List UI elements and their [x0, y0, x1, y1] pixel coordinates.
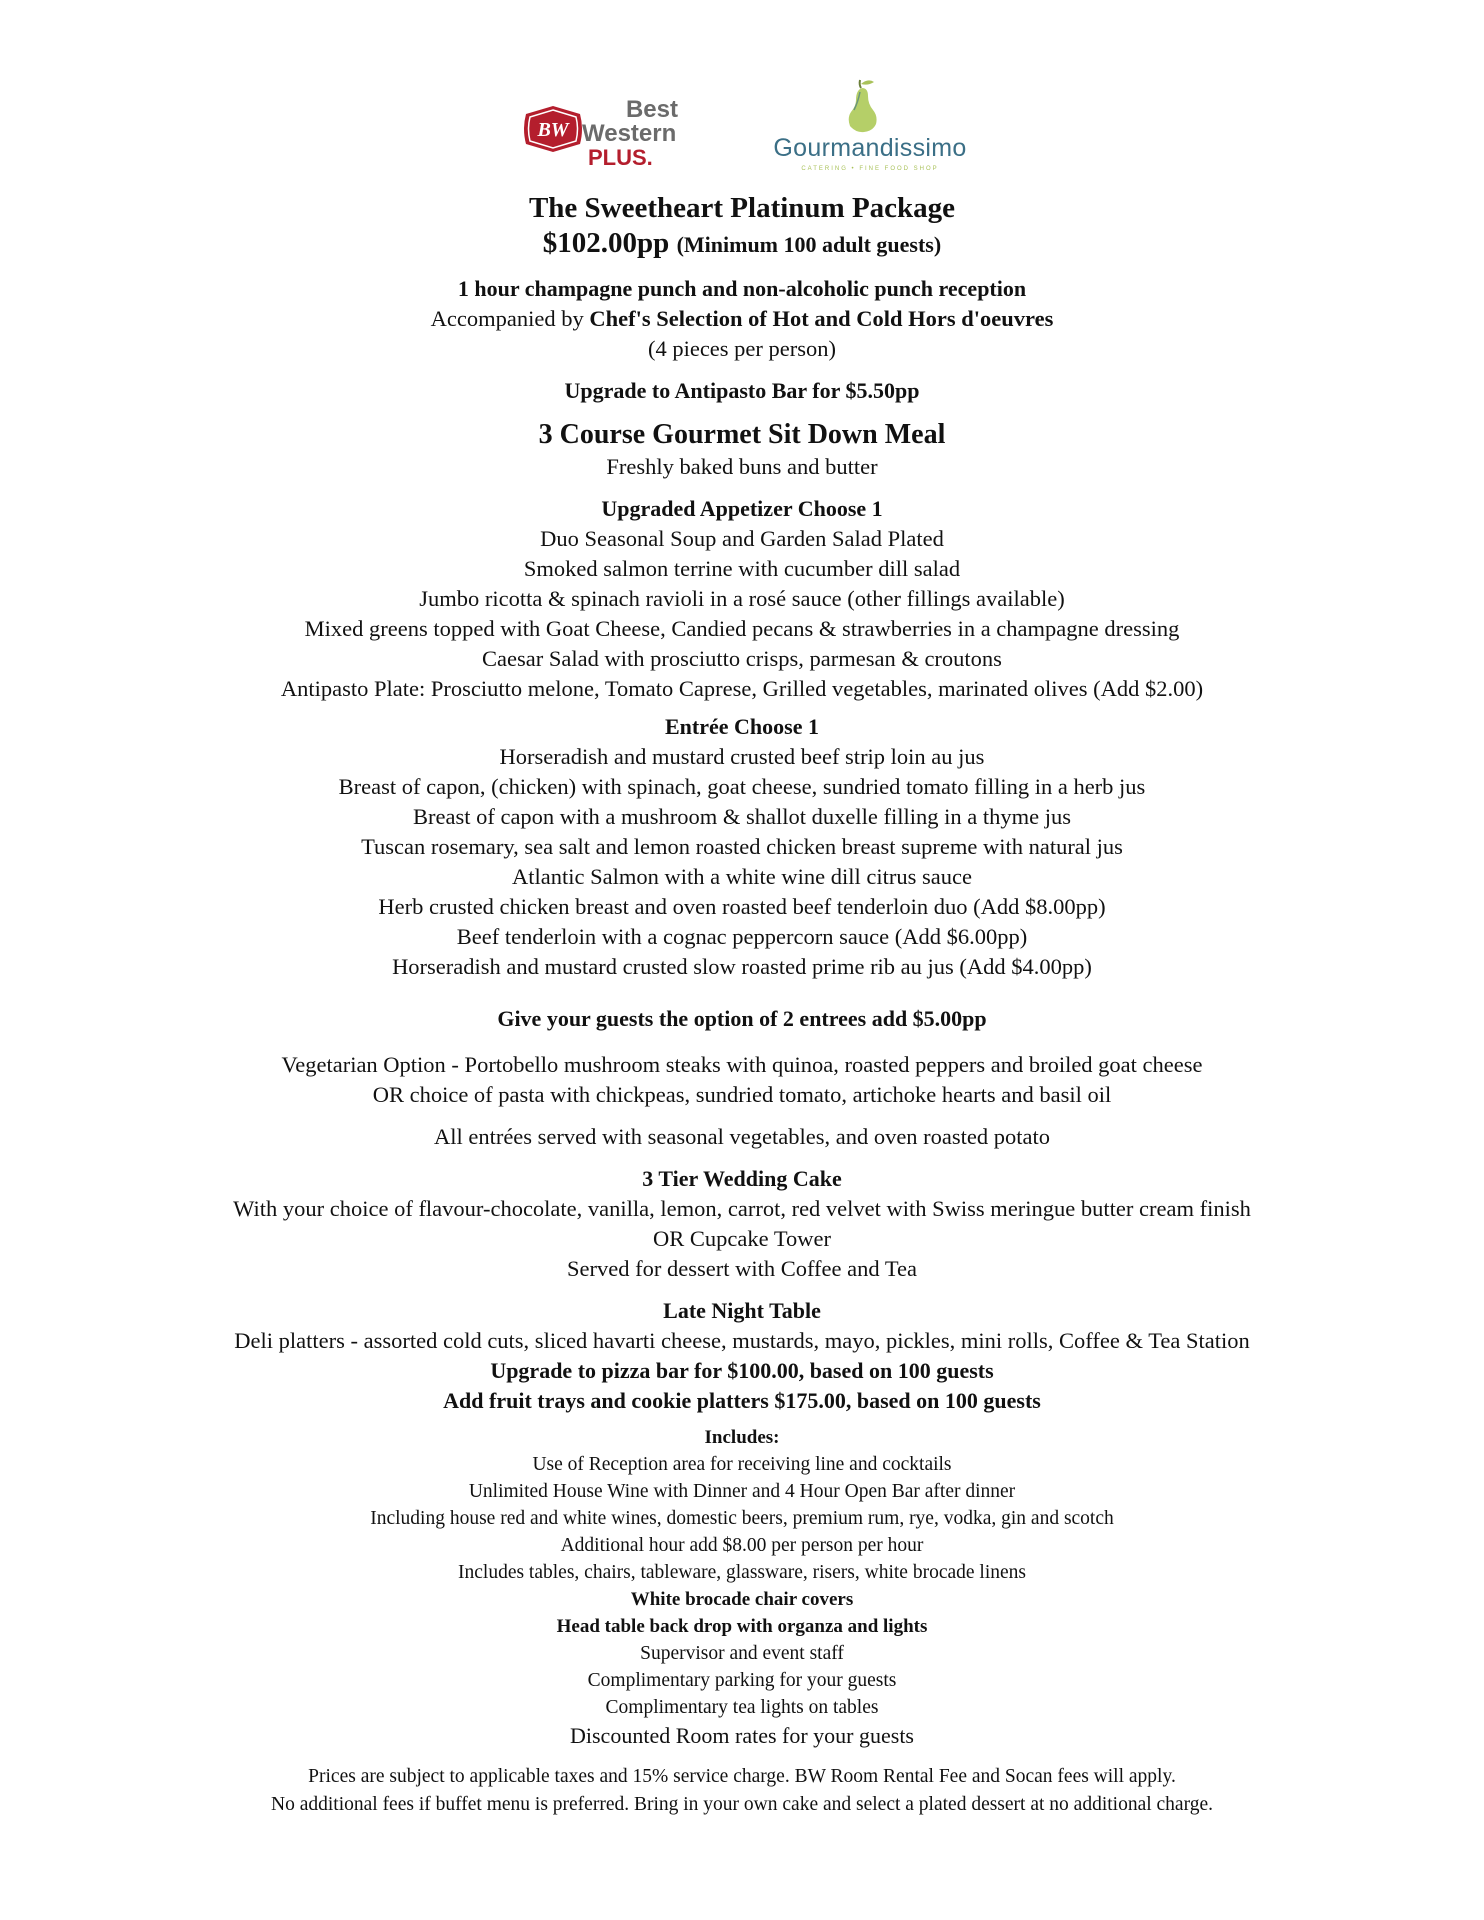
package-title: The Sweetheart Platinum Package: [528, 192, 956, 224]
appetizer-item: Smoked salmon terrine with cucumber dill salad: [523, 556, 961, 581]
includes-item: Use of Reception area for receiving line and cocktails: [532, 1454, 952, 1475]
footer-buffet: No additional fees if buffet menu is preferred. Bring in your own cake and select a plated dessert at no additional charge.: [271, 1794, 1213, 1815]
cake-dessert-service: Served for dessert with Coffee and Tea: [567, 1256, 917, 1281]
best-western-plus-logo: [522, 98, 682, 178]
includes-item: Including house red and white wines, domestic beers, premium rum, rye, vodka, gin and scotch: [370, 1508, 1114, 1529]
includes-item: Complimentary tea lights on tables: [605, 1697, 879, 1718]
cake-flavours: With your choice of flavour-chocolate, vanilla, lemon, carrot, red velvet with Swiss meringue butter cream finish: [233, 1196, 1251, 1221]
gourmandissimo-logo: [770, 76, 970, 176]
bw-word-best: Best: [625, 96, 678, 123]
meal-heading: 3 Course Gourmet Sit Down Meal: [538, 419, 946, 450]
footer-taxes: Prices are subject to applicable taxes and 15% service charge. BW Room Rental Fee and Socan fees will apply.: [308, 1766, 1176, 1787]
includes-heading: Includes:: [704, 1427, 780, 1448]
late-night-deli: Deli platters - assorted cold cuts, sliced havarti cheese, mustards, mayo, pickles, mini rolls, Coffee & Tea Station: [234, 1328, 1250, 1353]
late-night-heading: Late Night Table: [663, 1298, 821, 1323]
entree-item: Beef tenderloin with a cognac peppercorn sauce (Add $6.00pp): [456, 924, 1028, 949]
pear-icon: [838, 76, 888, 134]
package-price-line: [60, 226, 1424, 262]
cake-cupcake-tower: OR Cupcake Tower: [653, 1226, 831, 1251]
entree-item: Horseradish and mustard crusted slow roasted prime rib au jus (Add $4.00pp): [392, 954, 1092, 979]
includes-item: Unlimited House Wine with Dinner and 4 Hour Open Bar after dinner: [468, 1481, 1016, 1502]
package-price: $102.00pp: [542, 227, 670, 259]
appetizer-item: Caesar Salad with prosciutto crisps, parmesan & croutons: [482, 646, 1002, 671]
pizza-upgrade: Upgrade to pizza bar for $100.00, based on 100 guests: [490, 1358, 994, 1383]
reception-pieces: (4 pieces per person): [647, 336, 837, 361]
entree-heading: Entrée Choose 1: [665, 714, 819, 739]
appetizer-item: Duo Seasonal Soup and Garden Salad Plated: [540, 526, 944, 551]
entree-item: Horseradish and mustard crusted beef strip loin au jus: [499, 744, 985, 769]
includes-item: Includes tables, chairs, tableware, glassware, risers, white brocade linens: [458, 1562, 1026, 1583]
entree-item: Breast of capon with a mushroom & shallot duxelle filling in a thyme jus: [412, 804, 1071, 829]
includes-item: Additional hour add $8.00 per person per hour: [560, 1535, 924, 1556]
entree-item: Atlantic Salmon with a white wine dill citrus sauce: [512, 864, 972, 889]
vegetarian-option: Vegetarian Option - Portobello mushroom steaks with quinoa, roasted peppers and broiled goat cheese: [281, 1052, 1203, 1077]
room-rates: Discounted Room rates for your guests: [570, 1723, 914, 1748]
reception-heading: 1 hour champagne punch and non-alcoholic punch reception: [457, 276, 1027, 301]
gourmandissimo-tagline: CATERING • FINE FOOD SHOP: [801, 166, 939, 172]
gourmandissimo-wordmark: Gourmandissimo: [773, 134, 967, 162]
vegetarian-pasta: OR choice of pasta with chickpeas, sundried tomato, artichoke hearts and basil oil: [372, 1082, 1112, 1107]
bw-word-western: Western: [582, 120, 677, 147]
fruit-cookie-upgrade: Add fruit trays and cookie platters $175.00, based on 100 guests: [443, 1388, 1041, 1413]
entree-item: Tuscan rosemary, sea salt and lemon roasted chicken breast supreme with natural jus: [361, 834, 1123, 859]
entree-sides: All entrées served with seasonal vegetables, and oven roasted potato: [433, 1124, 1051, 1149]
entree-item: Breast of capon, (chicken) with spinach, goat cheese, sundried tomato filling in a herb jus: [338, 774, 1146, 799]
entree-item: Herb crusted chicken breast and oven roasted beef tenderloin duo (Add $8.00pp): [378, 894, 1106, 919]
meal-subtitle: Freshly baked buns and butter: [606, 454, 878, 479]
two-entree-option: Give your guests the option of 2 entrees add $5.00pp: [497, 1006, 987, 1031]
cake-heading: 3 Tier Wedding Cake: [642, 1166, 842, 1191]
reception-hors-doeuvres: Accompanied by Chef's Selection of Hot and Cold Hors d'oeuvres: [430, 306, 1054, 331]
menu-content: [60, 190, 1424, 1819]
bw-word-plus: PLUS.: [588, 145, 653, 170]
appetizer-item: Antipasto Plate: Prosciutto melone, Tomato Caprese, Grilled vegetables, marinated olives (Add $2.00): [280, 676, 1204, 701]
logo-bar: [0, 76, 1484, 176]
svg-text:BW: BW: [537, 119, 569, 141]
antipasto-upgrade: Upgrade to Antipasto Bar for $5.50pp: [564, 378, 920, 403]
includes-item: Supervisor and event staff: [640, 1643, 844, 1664]
appetizer-heading: Upgraded Appetizer Choose 1: [601, 496, 883, 521]
package-minimum: (Minimum 100 adult guests): [676, 232, 942, 257]
bw-badge-icon: [522, 104, 584, 154]
includes-item: Complimentary parking for your guests: [587, 1670, 897, 1691]
includes-bold-item: White brocade chair covers: [630, 1589, 854, 1610]
appetizer-item: Jumbo ricotta & spinach ravioli in a rosé sauce (other fillings available): [419, 586, 1065, 611]
appetizer-item: Mixed greens topped with Goat Cheese, Candied pecans & strawberries in a champagne dressing: [304, 616, 1180, 641]
includes-bold-item: Head table back drop with organza and lights: [556, 1616, 928, 1637]
